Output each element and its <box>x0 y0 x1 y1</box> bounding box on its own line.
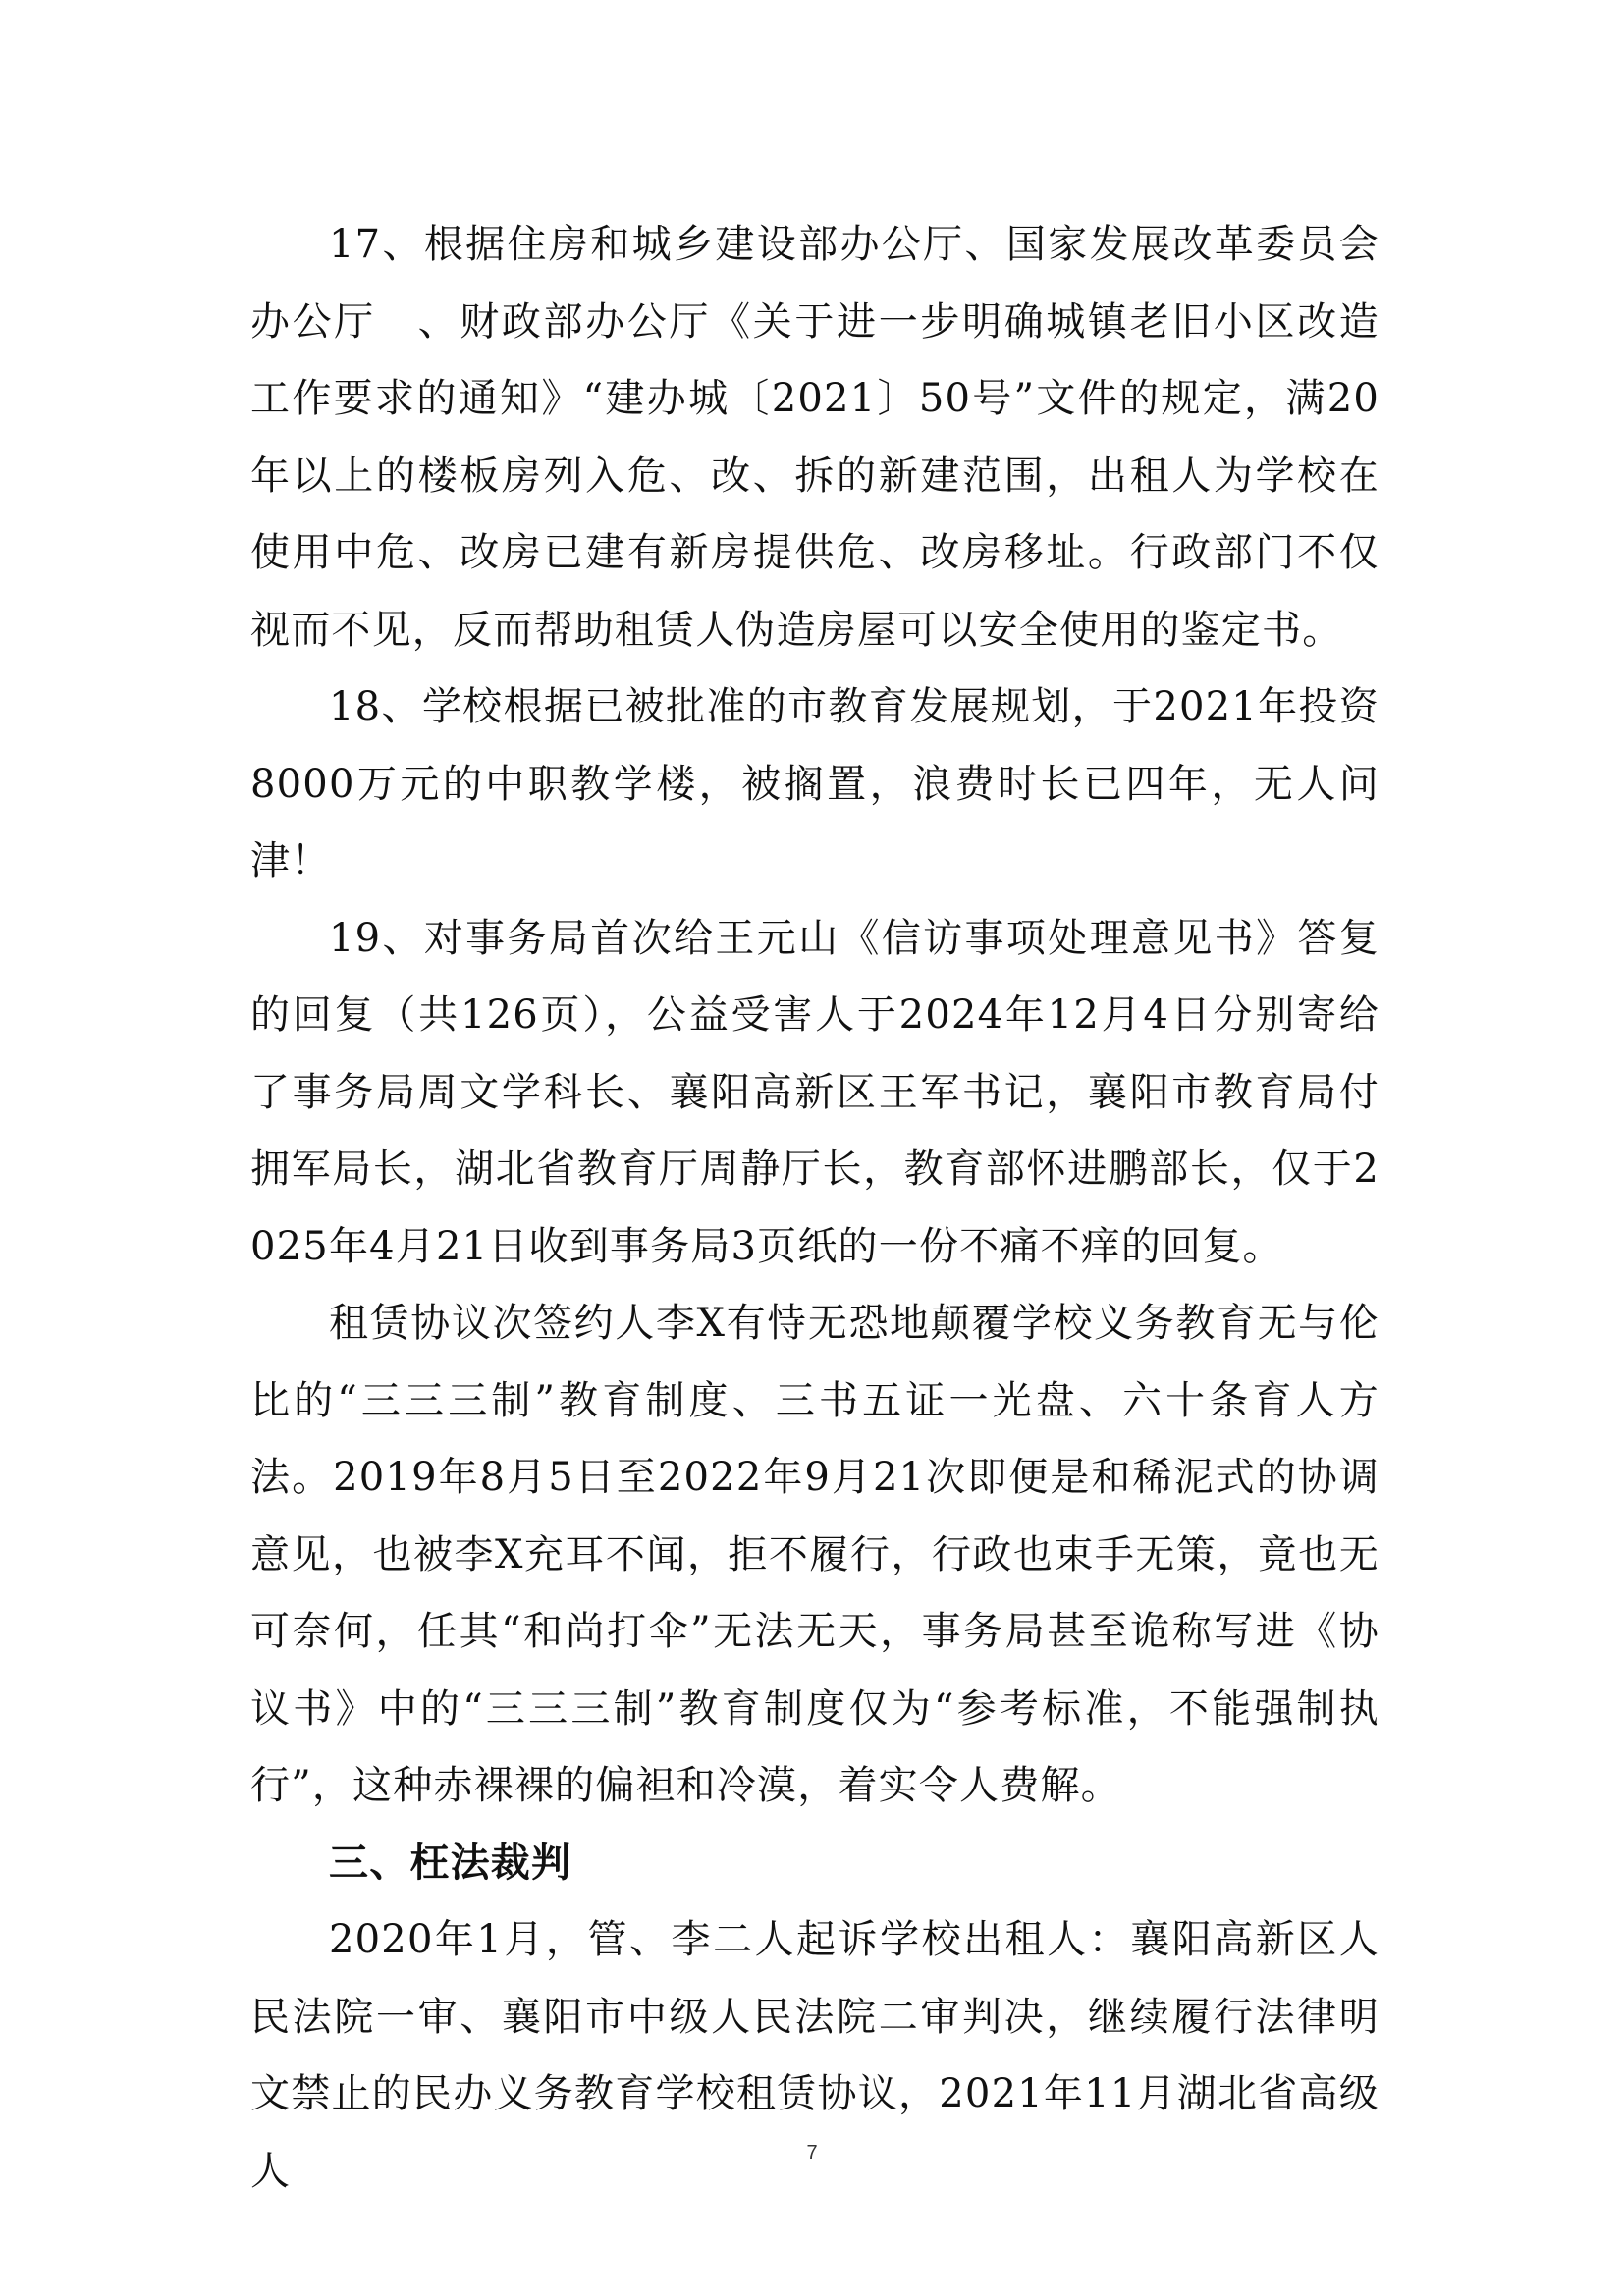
paragraph-court-ruling: 2020年1月，管、李二人起诉学校出租人：襄阳高新区人民法院一审、襄阳市中级人民法院二审判决，继续履行法律明文禁止的民办义务教育学校租赁协议，2021年11月湖北省高级人 <box>250 1917 1380 2194</box>
page-number: 7 <box>806 2142 818 2163</box>
paragraph-19: 19、对事务局首次给王元山《信访事项处理意见书》答复的回复（共126页），公益受害人于2024年12月4日分别寄给了事务局周文学科长、襄阳高新区王军书记，襄阳市教育局付拥军局长，湖北省教育厅周静厅长，教育部怀进鹏部长，仅于2025年4月21日收到事务局3页纸的一份不痛不痒的回复。 <box>250 915 1380 1269</box>
document-body <box>250 206 1380 2210</box>
paragraph-17: 17、根据住房和城乡建设部办公厅、国家发展改革委员会办公厅 、财政部办公厅《关于进一步明确城镇老旧小区改造工作要求的通知》“建办城〔2021〕50号”文件的规定，满20年以上的楼板房列入危、改、拆的新建范围，出租人为学校在使用中危、改房已建有新房提供危、改房移址。行政部门不仅视而不见，反而帮助租赁人伪造房屋可以安全使用的鉴定书。 <box>250 222 1380 653</box>
paragraph-18: 18、学校根据已被批准的市教育发展规划，于2021年投资8000万元的中职教学楼，被搁置，浪费时长已四年，无人问津！ <box>250 684 1380 883</box>
paragraph-lease-agreement: 租赁协议次签约人李X有恃无恐地颠覆学校义务教育无与伦比的“三三三制”教育制度、三书五证一光盘、六十条育人方法。2019年8月5日至2022年9月21次即便是和稀泥式的协调意见，也被李X充耳不闻，拒不履行，行政也束手无策，竟也无可奈何，任其“和尚打伞”无法无天，事务局甚至诡称写进《协议书》中的“三三三制”教育制度仅为“参考标准，不能强制执行”，这种赤裸裸的偏袒和冷漠，着实令人费解。 <box>250 1301 1380 1808</box>
section-heading: 三、枉法裁判 <box>329 1839 572 1886</box>
